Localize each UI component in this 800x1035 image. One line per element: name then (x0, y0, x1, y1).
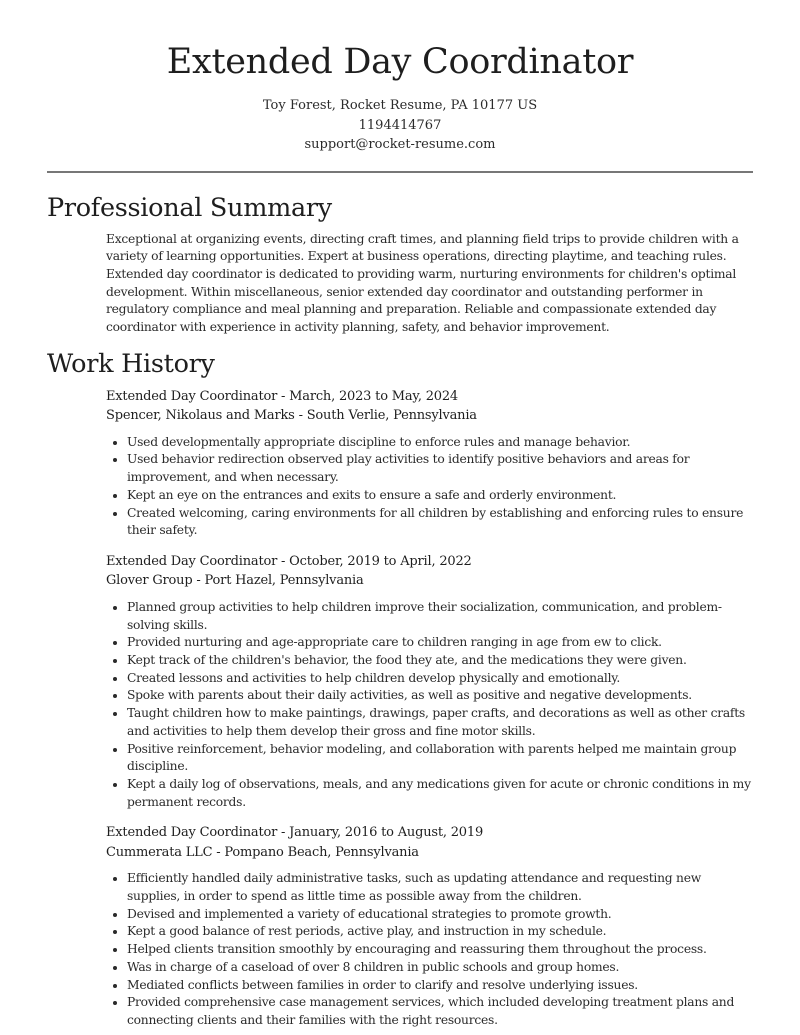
bullet-item: • Created welcoming, caring environments for all children by establishing and enforcing rules to ensure their safety. (127, 505, 752, 540)
bullet-item: • Kept a good balance of rest periods, active play, and instruction in my schedule. (127, 923, 752, 941)
job-bullets (106, 599, 752, 811)
phone: 1194414767 (358, 117, 442, 133)
job-company-location: Cummerata LLC - Pompano Beach, Pennsylvania (106, 844, 419, 860)
bullet-item: • Was in charge of a caseload of over 8 children in public schools and group homes. (127, 959, 752, 977)
candidate-name: Extended Day Coordinator (166, 42, 634, 82)
bullet-item: • Used behavior redirection observed play activities to identify positive behaviors and areas for improvement, and when necessary. (127, 451, 752, 486)
job-title-dates: Extended Day Coordinator - January, 2016 to August, 2019 (106, 825, 484, 841)
header-divider (47, 171, 753, 173)
job-company-location: Spencer, Nikolaus and Marks - South Verlie, Pennsylvania (106, 408, 477, 424)
bullet-item: • Planned group activities to help children improve their socialization, communication, and problem-solving skills. (127, 599, 752, 634)
bullet-item: • Spoke with parents about their daily activities, as well as positive and negative developments. (127, 687, 752, 705)
bullet-item: • Used developmentally appropriate discipline to enforce rules and manage behavior. (127, 434, 752, 452)
job-entry (106, 823, 752, 1029)
job-bullets (106, 870, 752, 1029)
bullet-item: • Efficiently handled daily administrative tasks, such as updating attendance and requesting new supplies, in order to spend as little time as possible away from the children. (127, 870, 752, 905)
summary-text: Exceptional at organizing events, directing craft times, and planning field trips to provide children with a variety of learning opportunities. Expert at business operations, directing playtime, and teaching rules. Extended day coordinator is dedicated to providing warm, nurturing environments for children's optimal development. Within miscellaneous, senior extended day coordinator and outstanding performer in regulatory compliance and meal planning and preparation. Reliable and compassionate extended day coordinator with experience in activity planning, safety, and behavior improvement. (106, 231, 739, 335)
bullet-item: • Provided comprehensive case management services, which included developing treatment plans and connecting clients and their families with the right resources. (127, 994, 752, 1029)
bullet-item: • Mediated conflicts between families in order to clarify and resolve underlying issues. (127, 977, 752, 995)
bullet-item: • Devised and implemented a variety of educational strategies to promote growth. (127, 906, 752, 924)
job-entry (106, 552, 752, 811)
section-title-work-history: Work History (47, 348, 215, 379)
bullet-item: • Positive reinforcement, behavior modeling, and collaboration with parents helped me maintain group discipline. (127, 741, 752, 776)
bullet-item: • Created lessons and activities to help children develop physically and emotionally. (127, 670, 752, 688)
resume-header (0, 0, 800, 155)
contact-info (0, 96, 800, 155)
job-bullets (106, 434, 752, 540)
job-company-location: Glover Group - Port Hazel, Pennsylvania (106, 573, 364, 589)
bullet-item: • Provided nurturing and age-appropriate care to children ranging in age from ew to click. (127, 634, 752, 652)
address: Toy Forest, Rocket Resume, PA 10177 US (262, 98, 538, 113)
section-title-summary: Professional Summary (47, 192, 332, 223)
bullet-item: • Kept an eye on the entrances and exits to ensure a safe and orderly environment. (127, 487, 752, 505)
bullet-item: • Kept a daily log of observations, meals, and any medications given for acute or chronic conditions in my permanent records. (127, 776, 752, 811)
email: support@rocket-resume.com (304, 137, 496, 152)
bullet-item: • Taught children how to make paintings, drawings, paper crafts, and decorations as well as other crafts and activities to help them develop their gross and fine motor skills. (127, 705, 752, 740)
job-title-dates: Extended Day Coordinator - March, 2023 to May, 2024 (106, 388, 458, 404)
bullet-item: • Kept track of the children's behavior, the food they ate, and the medications they were given. (127, 652, 752, 670)
job-title-dates: Extended Day Coordinator - October, 2019 to April, 2022 (106, 553, 472, 569)
bullet-item: • Helped clients transition smoothly by encouraging and reassuring them throughout the process. (127, 941, 752, 959)
job-entry (106, 387, 752, 540)
